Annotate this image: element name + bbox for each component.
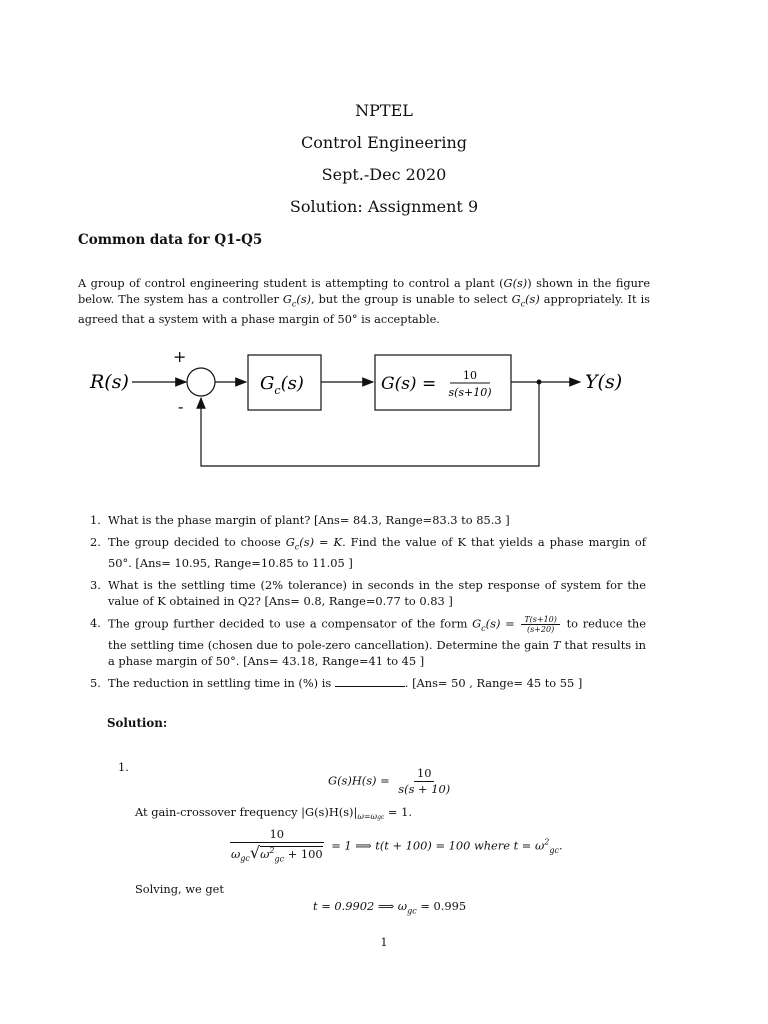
output-label: Y(s) bbox=[585, 371, 623, 393]
header-title: Solution: Assignment 9 bbox=[289, 197, 479, 216]
question-item: 1. What is the phase margin of plant? [Ans= 84.3, Range=83.3 to 85.3 ] bbox=[90, 513, 510, 527]
question-item: 3. What is the settling time (2% tolerance) in seconds in the step response of system for the value of K obtained in Q2? [Ans= 0.8, Range=0.77 to 0.83 ] bbox=[90, 578, 646, 609]
equation-magnitude: $\frac{10}{\omega_{gc}√\omega^2_{gc} + 100}$ = 1 ⟹ t(t + 100) = 100 where $t = \omega^2_{gc}$. bbox=[231, 827, 563, 864]
plant-numerator: 10 bbox=[463, 369, 477, 382]
minus-sign: - bbox=[178, 397, 184, 416]
answer-blank bbox=[335, 675, 405, 687]
section-title: Common data for Q1-Q5 bbox=[78, 232, 263, 248]
header-course: Control Engineering bbox=[301, 133, 467, 152]
question-item: 5. The reduction in settling time in (%) is . [Ans= 50 , Range= 45 to 55 ] bbox=[90, 676, 583, 691]
intro-paragraph: A group of control engineering student is attempting to control a plant (G(s)) shown in the figure below. The system has a controller $G_c(s)$, but the group is unable to select $G_c(s)$ appropriately. It is agreed that a system with a phase margin of 50° is acceptable. bbox=[78, 277, 651, 327]
input-label: R(s) bbox=[90, 371, 129, 393]
plant-denominator: s(s+10) bbox=[448, 386, 492, 399]
plus-sign: + bbox=[173, 347, 187, 366]
solving-text: Solving, we get bbox=[135, 882, 224, 896]
block-diagram bbox=[82, 342, 642, 472]
solution-item-number: 1. bbox=[118, 760, 129, 774]
gain-crossover-text: At gain-crossover frequency $|G(s)H(s)|_{\omega=\omega gc} = 1$. bbox=[135, 805, 412, 822]
header-institution: NPTEL bbox=[355, 101, 413, 120]
solution-heading: Solution: bbox=[107, 716, 168, 730]
page-number: 1 bbox=[380, 936, 388, 949]
question-item: 2. The group decided to choose $G_c(s) = K$. Find the value of K that yields a phase margin of 50°. [Ans= 10.95, Range=10.85 to 11.05 ] bbox=[90, 535, 646, 571]
compensator-fraction: $\frac{T(s+10)}{(s+20)}$ bbox=[521, 615, 560, 634]
header-term: Sept.-Dec 2020 bbox=[321, 165, 447, 184]
plant-label: G(s) = bbox=[381, 374, 437, 394]
question-item: 4. The group further decided to use a compensator of the form $G_c(s)$ = $\frac{T(s+10)}{(s+20)}$ to reduce the the settling time (chosen due to pole-zero cancellation). Determine the gain T that results in a phase margin of 50°. [Ans= 43.18, Range=41 to 45 ] bbox=[90, 615, 646, 669]
equation-result: t = 0.9902 ⟹ $\omega_{gc} = 0.995$ bbox=[313, 899, 467, 916]
question-list bbox=[90, 512, 646, 697]
equation-transfer-function: G(s)H(s) = $\frac{10}{s(s + 10)}$ bbox=[328, 766, 451, 796]
controller-label: $G_c(s)$ bbox=[260, 373, 304, 397]
summing-junction bbox=[187, 368, 215, 396]
